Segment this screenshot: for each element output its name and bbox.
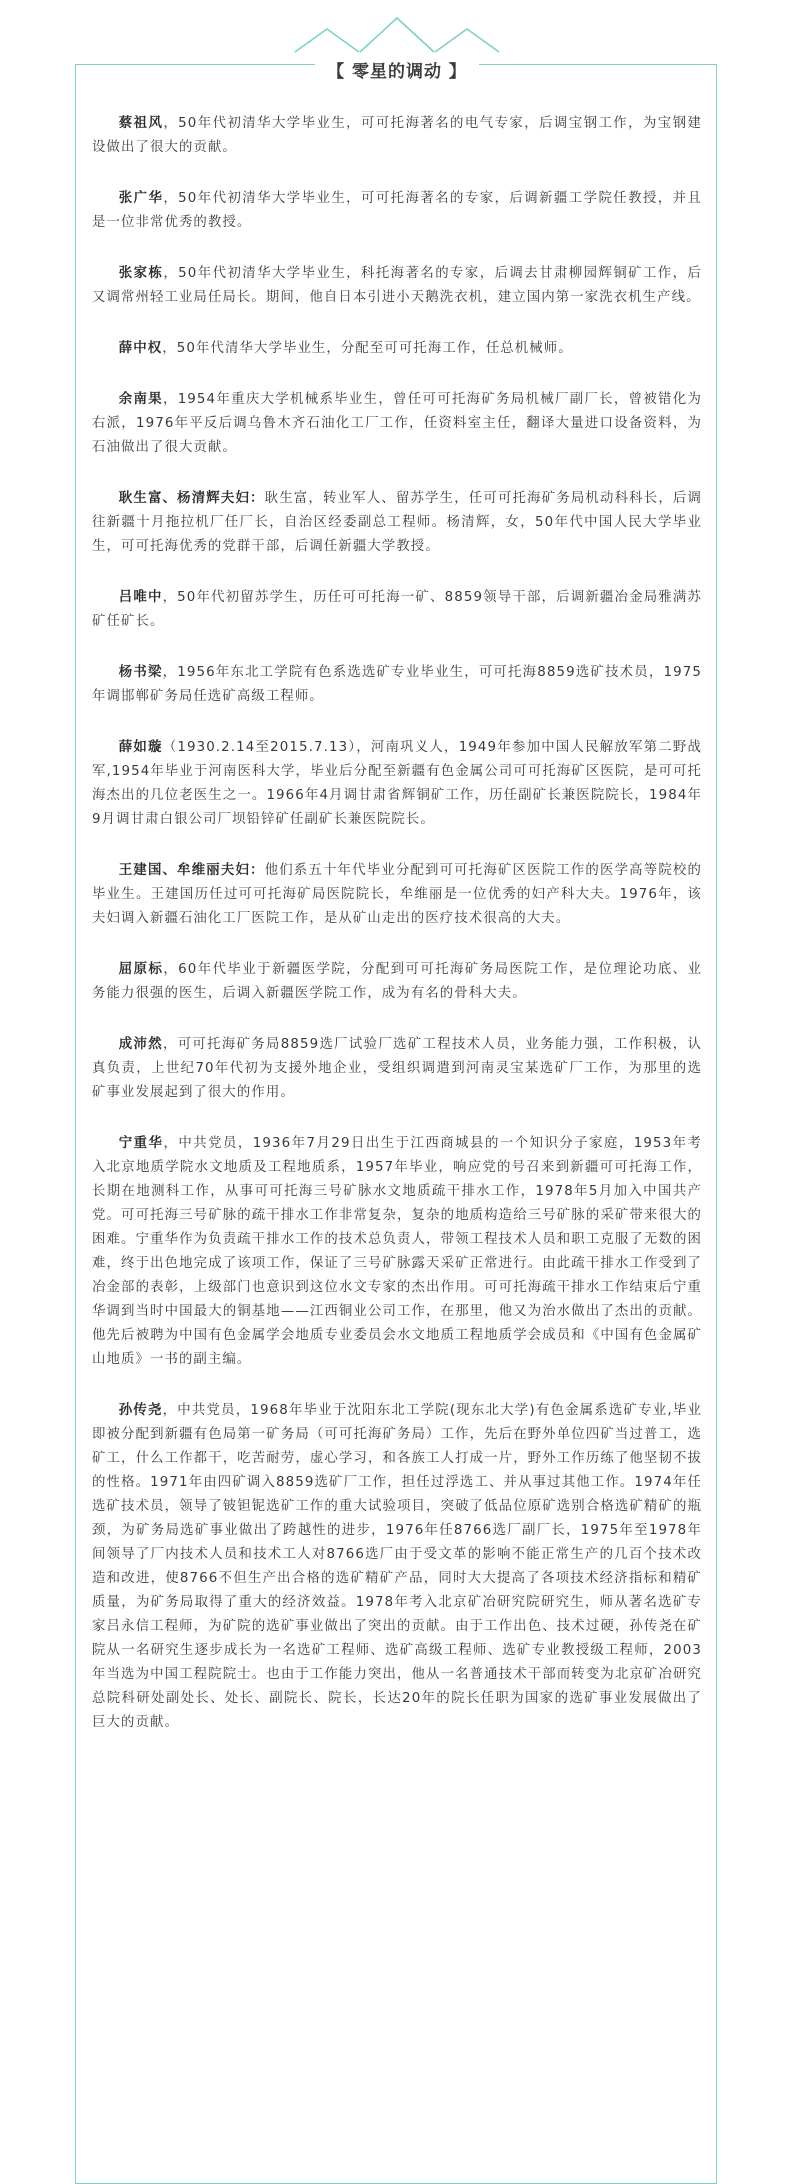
entry-text: ，50年代初清华大学毕业生，可可托海著名的专家，后调新疆工学院任教授，并且是一位非常优秀的教授。 xyxy=(92,191,702,230)
entry-name: 蔡祖风 xyxy=(118,116,164,131)
entry-yang-shuliang xyxy=(92,661,702,709)
article-body xyxy=(92,112,702,1762)
entry-text: ，1954年重庆大学机械系毕业生，曾任可可托海矿务局机械厂副厂长，曾被错化为右派，1976年平反后调乌鲁木齐石油化工厂工作，任资料室主任，翻译大量进口设备资料，为石油做出了很大贡献。 xyxy=(92,392,702,455)
entry-text: ，60年代毕业于新疆医学院，分配到可可托海矿务局医院工作，是位理论功底、业务能力很强的医生，后调入新疆医学院工作，成为有名的骨科大夫。 xyxy=(92,962,702,1001)
entry-xue-ruxuan xyxy=(92,736,702,832)
entry-text: 耿生富，转业军人、留苏学生，任可可托海矿务局机动科科长，后调往新疆十月拖拉机厂任厂长，自治区经委副总工程师。杨清辉，女，50年代中国人民大学毕业生，可可托海优秀的党群干部，后调任新疆大学教授。 xyxy=(92,491,703,554)
entry-text: ，50年代初留苏学生，历任可可托海一矿、8859领导干部，后调新疆冶金局雅满苏矿任矿长。 xyxy=(92,590,702,629)
entry-name: 张广华 xyxy=(118,191,164,206)
entry-text: ，50年代清华大学毕业生，分配至可可托海工作，任总机械师。 xyxy=(162,341,573,356)
entry-text: ，中共党员，1936年7月29日出生于江西商城县的一个知识分子家庭，1953年考入北京地质学院水文地质及工程地质系，1957年毕业，响应党的号召来到新疆可可托海工作，长期在地测科工作，从事可可托海三号矿脉水文地质疏干排水工作，1978年5月加入中国共产党。可可托海三号矿脉的疏干排水工作非常复杂，复杂的地质构造给三号矿脉的采矿带来很大的困难。宁重华作为负责疏干排水工作的技术总负责人，带领工程技术人员和职工克服了无数的困难，终于出色地完成了该项工作，保证了三号矿脉露天采矿正常进行。由此疏干排水工作受到了冶金部的表彰，上级部门也意识到这位水文专家的杰出作用。可可托海疏干排水工作结束后宁重华调到当时中国最大的铜基地——江西铜业公司工作，在那里，他又为治水做出了杰出的贡献。他先后被聘为中国有色金属学会地质专业委员会水文地质工程地质学会成员和《中国有色金属矿山地质》一书的副主编。 xyxy=(92,1136,702,1367)
entry-xue-zhongquan xyxy=(92,337,702,361)
entry-text: ，50年代初清华大学毕业生，可可托海著名的电气专家，后调宝钢工作，为宝钢建设做出了很大的贡献。 xyxy=(92,116,702,155)
entry-cai-zufeng xyxy=(92,112,702,160)
section-header xyxy=(0,57,794,87)
entry-sun-chuanyao xyxy=(92,1399,702,1735)
entry-name: 孙传尧 xyxy=(118,1403,163,1418)
entry-yu-nanguo xyxy=(92,388,702,460)
entry-name: 王建国、牟维丽夫妇： xyxy=(118,863,265,878)
entry-zhang-jiadong xyxy=(92,262,702,310)
entry-wang-mou-couple xyxy=(92,859,702,931)
entry-cheng-peiran xyxy=(92,1033,702,1105)
entry-zhang-guanghua xyxy=(92,187,702,235)
entry-ning-zhonghua xyxy=(92,1132,702,1372)
entry-text: ，中共党员，1968年毕业于沈阳东北工学院(现东北大学)有色金属系选矿专业,毕业即被分配到新疆有色局第一矿务局（可可托海矿务局）工作，先后在野外单位四矿当过普工，选矿工，什么工作都干，吃苦耐劳，虚心学习，和各族工人打成一片，野外工作历练了他坚韧不拔的性格。1971年由四矿调入8859选矿厂工作，担任过浮选工、并从事过其他工作。1974年任选矿技术员，领导了铍钽铌选矿工作的重大试验项目，突破了低品位原矿选别合格选矿精矿的瓶颈，为矿务局选矿事业做出了跨越性的进步，1976年任8766选厂副厂长，1975年至1978年间领导了厂内技术人员和技术工人对8766选厂由于受文革的影响不能正常生产的几百个技术改造和改进，使8766不但生产出合格的选矿精矿产品，同时大大提高了各项技术经济指标和精矿质量，为矿务局取得了重大的经济效益。1978年考入北京矿冶研究院研究生，师从著名选矿专家吕永信工程师，为矿院的选矿事业做出了突出的贡献。由于工作出色、技术过硬，孙传尧在矿院从一名研究生逐步成长为一名选矿工程师、选矿高级工程师、选矿专业教授级工程师，2003年当选为中国工程院院士。也由于工作能力突出，他从一名普通技术干部而转变为北京矿冶研究总院科研处副处长、处长、副院长、院长，长达20年的院长任职为国家的选矿事业发展做出了巨大的贡献。 xyxy=(92,1403,703,1730)
entry-text: ，50年代初清华大学毕业生，科托海著名的专家，后调去甘肃柳园辉铜矿工作，后又调常州轻工业局任局长。期间，他自日本引进小天鹅洗衣机，建立国内第一家洗衣机生产线。 xyxy=(92,266,702,305)
entry-lv-weizhong xyxy=(92,586,702,634)
entry-qu-yuanbiao xyxy=(92,958,702,1006)
section-title: 【 零星的调动 】 xyxy=(315,57,479,87)
entry-name: 薛中权 xyxy=(118,341,163,356)
entry-name: 成沛然 xyxy=(118,1037,163,1052)
entry-text: ，1956年东北工学院有色系选选矿专业毕业生，可可托海8859选矿技术员，1975年调邯郸矿务局任选矿高级工程师。 xyxy=(92,665,702,704)
entry-text: （1930.2.14至2015.7.13），河南巩义人，1949年参加中国人民解放军第二野战军,1954年毕业于河南医科大学，毕业后分配至新疆有色金属公司可可托海矿区医院，是可可托海杰出的几位老医生之一。1966年4月调甘肃省辉铜矿工作，历任副矿长兼医院院长，1984年9月调甘肃白银公司厂坝铅锌矿任副矿长兼医院院长。 xyxy=(92,740,702,827)
entry-name: 杨书梁 xyxy=(118,665,163,680)
entry-text: 他们系五十年代毕业分配到可可托海矿区医院工作的医学高等院校的毕业生。王建国历任过可可托海矿局医院院长，牟维丽是一位优秀的妇产科大夫。1976年，该夫妇调入新疆石油化工厂医院工作，是从矿山走出的医疗技术很高的大夫。 xyxy=(92,863,703,926)
entry-geng-yang-couple xyxy=(92,487,702,559)
entry-name: 吕唯中 xyxy=(118,590,163,605)
entry-text: ，可可托海矿务局8859选厂试验厂选矿工程技术人员，业务能力强，工作积极，认真负责，上世纪70年代初为支援外地企业，受组织调遣到河南灵宝某选矿厂工作，为那里的选矿事业发展起到了很大的作用。 xyxy=(92,1037,702,1100)
entry-name: 余南果 xyxy=(118,392,163,407)
entry-name: 薛如璇 xyxy=(118,740,163,755)
entry-name: 宁重华 xyxy=(118,1136,164,1151)
entry-name: 张家栋 xyxy=(118,266,164,281)
entry-name: 耿生富、杨清辉夫妇： xyxy=(118,491,265,506)
entry-name: 屈原标 xyxy=(118,962,164,977)
